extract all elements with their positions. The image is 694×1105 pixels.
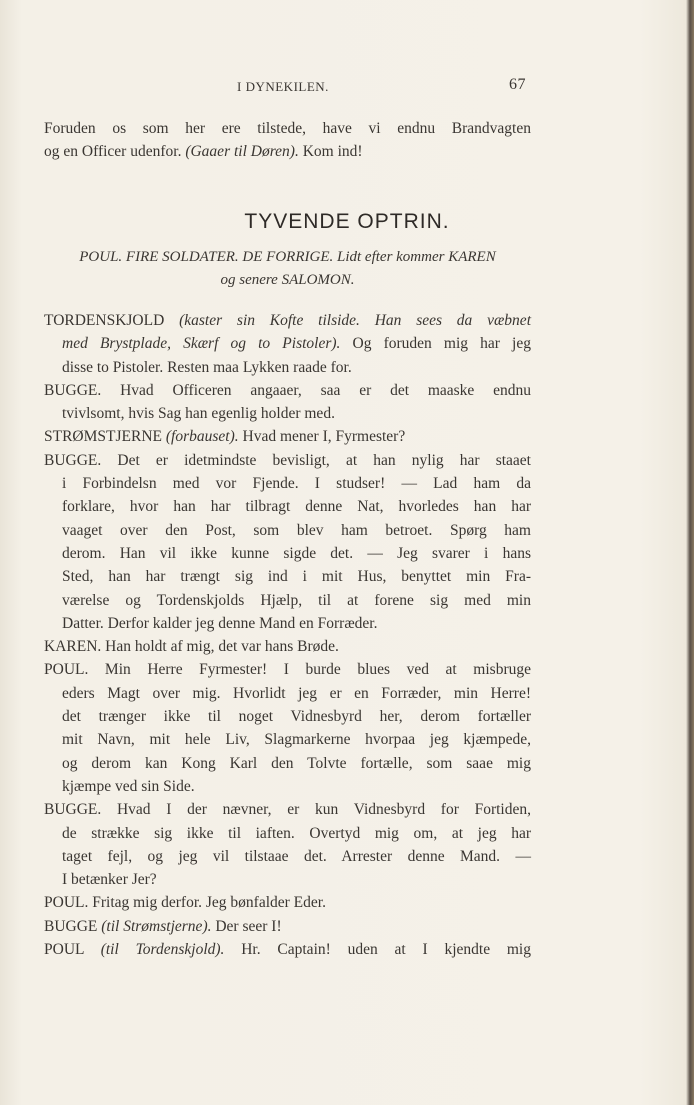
page-header (0, 76, 694, 96)
line-text: Kom ind! (298, 143, 363, 161)
line-text: BUGGE (44, 917, 102, 935)
line-text: taget fejl, og jeg vil tilstaae det. Arrester denne Mand. — (62, 847, 531, 865)
text-line (44, 682, 531, 705)
line-text: mit Navn, mit hele Liv, Slagmarkerne hvorpaa jeg kjæmpede, (62, 731, 531, 749)
line-text: Der seer I! (211, 917, 282, 935)
line-text: STRØMSTJERNE (44, 428, 166, 446)
line-text: POUL. Fritag mig derfor. Jeg bønfalder Eder. (44, 894, 326, 912)
line-text: BUGGE. Hvad I der nævner, er kun Vidnesbyrd for Fortiden, (44, 801, 531, 819)
stage-note: (forbauset). (165, 428, 239, 446)
line-text: KAREN. Han holdt af mig, det var hans Brøde. (44, 638, 339, 656)
stage-note: (Gaaer til Døren). (185, 143, 299, 161)
text-line (44, 845, 531, 868)
text-line (44, 612, 531, 635)
text-line (44, 379, 531, 402)
line-text: i Forbindelsn med vor Fjende. I studser! — Lad ham da (62, 475, 531, 493)
stage-note: med Brystplade, Skærf og to Pistoler). (62, 335, 341, 353)
intro-paragraph (44, 117, 531, 164)
line-text: I betænker Jer? (62, 871, 157, 889)
line-text: forklare, hvor han har tilbragt denne Nat, hvorledes han har (62, 498, 531, 516)
text-line (44, 425, 531, 448)
text-line (44, 542, 531, 565)
stage-note: (til Tordenskjold). (100, 941, 225, 959)
text-line (44, 938, 531, 961)
text-line (44, 658, 531, 681)
line-text: derom. Han vil ikke kunne sigde det. — Jeg svarer i hans (62, 544, 531, 562)
page-number: 67 (509, 76, 526, 93)
text-line (44, 891, 531, 914)
text-line (44, 402, 531, 425)
line-text: Hvad mener I, Fyrmester? (238, 428, 406, 446)
text-line (44, 635, 531, 658)
line-text: TORDENSKJOLD (44, 312, 180, 329)
line-text: disse to Pistoler. Resten maa Lykken raade for. (62, 358, 352, 376)
stage-direction-line: POUL. FIRE SOLDATER. DE FORRIGE. Lidt efter kommer KAREN (79, 249, 496, 265)
line-text: Og foruden mig har jeg (340, 335, 531, 353)
text-line (44, 519, 531, 542)
line-text: POUL (44, 941, 101, 959)
chapter-title: TYVENDE OPTRIN. (244, 210, 450, 233)
line-text: BUGGE. Det er idetmindste bevisligt, at han nylig har staaet (44, 451, 531, 469)
text-line (44, 915, 531, 938)
text-line (44, 332, 531, 355)
stage-note: (kaster sin Kofte tilside. Han sees da væbnet (179, 312, 531, 329)
line-text: Datter. Derfor kalder jeg denne Mand en Forræder. (62, 614, 378, 632)
line-text: og derom kan Kong Karl den Tolvte fortælle, som saae mig (62, 754, 531, 772)
line-text: vaaget over den Post, som blev ham betroet. Spørg ham (62, 521, 531, 539)
line-text: Sted, han har trængt sig ind i mit Hus, benyttet min Fra- (62, 568, 531, 586)
text-line (44, 822, 531, 845)
running-title: I DYNEKILEN. (237, 79, 329, 94)
stage-direction-line: og senere SALOMON. (220, 272, 355, 288)
text-line (44, 868, 531, 891)
text-line: Foruden os som her ere tilstede, have vi endnu Brandvagten (44, 120, 531, 137)
line-text: de strække sig ikke til iaften. Overtyd mig om, at jeg har (62, 824, 531, 842)
text-line (44, 798, 531, 821)
line-text: Hr. Captain! uden at I kjendte mig (224, 941, 531, 959)
line-text: det trænger ikke til noget Vidnesbyrd her, derom fortæller (62, 708, 531, 726)
text-line (44, 565, 531, 588)
text-line (44, 356, 531, 379)
line-text: værelse og Tordenskjolds Hjælp, til at forene sig med min (62, 591, 531, 609)
dialogue (44, 309, 531, 961)
text-line (44, 495, 531, 518)
stage-direction (44, 246, 531, 292)
text-line (44, 589, 531, 612)
line-text: BUGGE. Hvad Officeren angaaer, saa er det maaske endnu (44, 381, 531, 399)
line-text: kjæmpe ved sin Side. (62, 777, 195, 795)
text-line (44, 472, 531, 495)
text-line (44, 728, 531, 751)
text-line (44, 775, 531, 798)
text-line (44, 309, 531, 332)
stage-note: (til Strømstjerne). (101, 917, 212, 935)
text-line (44, 752, 531, 775)
line-text: og en Officer udenfor. (44, 143, 186, 161)
line-text: tvivlsomt, hvis Sag han egenlig holder med. (62, 405, 335, 423)
text-line (44, 705, 531, 728)
text-line (44, 449, 531, 472)
text-line (44, 140, 531, 163)
line-text: POUL. Min Herre Fyrmester! I burde blues ved at misbruge (44, 661, 531, 679)
line-text: eders Magt over mig. Hvorlidt jeg er en Forræder, min Herre! (62, 684, 531, 702)
